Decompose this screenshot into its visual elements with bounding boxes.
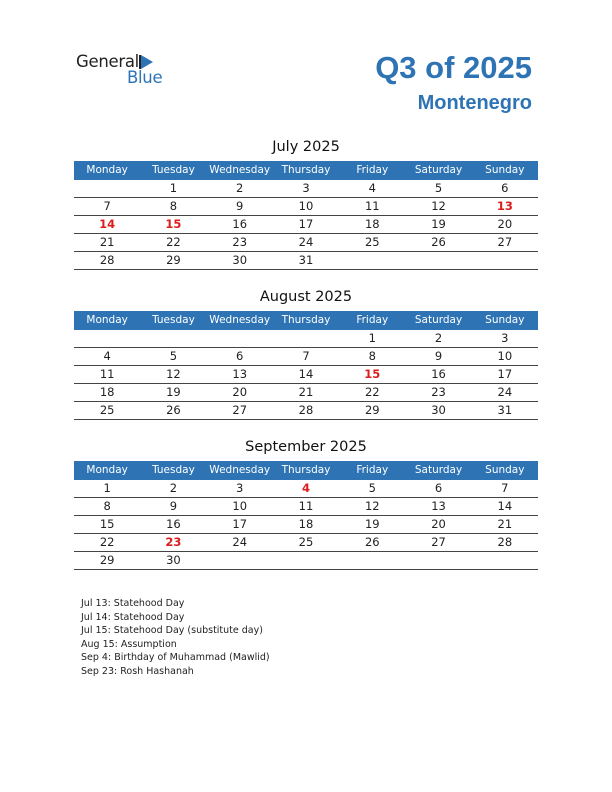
logo xyxy=(76,52,176,88)
empty-day-cell xyxy=(273,330,339,347)
page-title: Q3 of 2025 xyxy=(375,50,532,85)
day-cell: 21 xyxy=(99,235,115,249)
day-cell: 13 xyxy=(232,367,248,381)
empty-day-cell xyxy=(207,552,273,569)
week-row xyxy=(74,534,538,552)
day-cell: 16 xyxy=(431,367,446,381)
holiday-day-cell: 4 xyxy=(301,481,310,495)
day-cell: 4 xyxy=(103,349,111,363)
week-row xyxy=(74,330,538,348)
day-cell: 17 xyxy=(497,367,513,381)
day-cell: 25 xyxy=(99,403,115,417)
day-cell: 19 xyxy=(166,385,181,399)
day-cell: 3 xyxy=(236,481,244,495)
weekday-header: Wednesday xyxy=(209,464,271,476)
day-cell: 11 xyxy=(99,367,115,381)
empty-day-cell xyxy=(472,252,538,269)
weekday-header-row xyxy=(74,161,538,180)
empty-day-cell xyxy=(140,330,206,347)
country-name: Montenegro xyxy=(417,92,532,114)
day-cell: 27 xyxy=(497,235,513,249)
day-cell: 28 xyxy=(497,535,513,549)
day-cell: 20 xyxy=(431,517,446,531)
day-cell: 29 xyxy=(99,553,115,567)
day-cell: 24 xyxy=(232,535,248,549)
day-cell: 12 xyxy=(364,499,380,513)
day-cell: 30 xyxy=(232,253,248,267)
day-cell: 29 xyxy=(364,403,380,417)
empty-day-cell xyxy=(339,252,405,269)
day-cell: 19 xyxy=(431,217,446,231)
day-cell: 23 xyxy=(232,235,248,249)
day-cell: 6 xyxy=(434,481,443,495)
day-cell: 9 xyxy=(236,199,244,213)
day-cell: 6 xyxy=(236,349,244,363)
week-row xyxy=(74,384,538,402)
weekday-header: Sunday xyxy=(485,164,525,176)
day-cell: 8 xyxy=(103,499,111,513)
day-cell: 17 xyxy=(298,217,314,231)
weekday-header: Wednesday xyxy=(209,314,271,326)
holiday-note: Jul 14: Statehood Day xyxy=(81,611,185,623)
day-cell: 9 xyxy=(434,349,443,363)
weekday-header-row xyxy=(74,461,538,480)
week-row xyxy=(74,366,538,384)
empty-day-cell xyxy=(339,552,405,569)
day-cell: 11 xyxy=(364,199,380,213)
day-cell: 2 xyxy=(169,481,178,495)
weekday-header: Monday xyxy=(86,464,128,476)
day-cell: 24 xyxy=(298,235,314,249)
weekday-header: Friday xyxy=(356,164,389,176)
day-cell: 5 xyxy=(434,181,443,195)
day-cell: 3 xyxy=(302,181,310,195)
day-cell: 7 xyxy=(103,199,111,213)
day-cell: 18 xyxy=(99,385,115,399)
week-row xyxy=(74,252,538,270)
day-cell: 5 xyxy=(169,349,178,363)
day-cell: 16 xyxy=(232,217,248,231)
weekday-header: Thursday xyxy=(281,164,331,176)
holiday-note: Sep 4: Birthday of Muhammad (Mawlid) xyxy=(81,652,270,664)
day-cell: 31 xyxy=(298,253,314,267)
day-cell: 28 xyxy=(99,253,115,267)
day-cell: 18 xyxy=(364,217,380,231)
weekday-header: Thursday xyxy=(281,314,331,326)
empty-day-cell xyxy=(472,552,538,569)
weekday-header: Wednesday xyxy=(209,164,271,176)
empty-day-cell xyxy=(273,552,339,569)
weekday-header-row xyxy=(74,311,538,330)
week-row xyxy=(74,348,538,366)
day-cell: 24 xyxy=(497,385,513,399)
week-row xyxy=(74,234,538,252)
day-cell: 17 xyxy=(232,517,248,531)
empty-day-cell xyxy=(207,330,273,347)
day-cell: 8 xyxy=(169,199,178,213)
day-cell: 13 xyxy=(431,499,446,513)
logo-text-blue: Blue xyxy=(127,68,163,87)
weekday-header: Tuesday xyxy=(152,464,195,476)
week-row xyxy=(74,180,538,198)
holiday-day-cell: 23 xyxy=(165,535,182,549)
day-cell: 1 xyxy=(169,181,178,195)
weekday-header: Friday xyxy=(356,314,389,326)
day-cell: 3 xyxy=(501,331,509,345)
month-title: July 2025 xyxy=(272,139,340,155)
month-title: August 2025 xyxy=(259,289,353,305)
weekday-header: Sunday xyxy=(485,314,525,326)
holiday-day-cell: 13 xyxy=(496,199,513,213)
day-cell: 27 xyxy=(431,535,446,549)
day-cell: 22 xyxy=(364,385,380,399)
day-cell: 7 xyxy=(302,349,310,363)
day-cell: 21 xyxy=(497,517,513,531)
day-cell: 30 xyxy=(431,403,446,417)
day-cell: 30 xyxy=(166,553,181,567)
day-cell: 27 xyxy=(232,403,248,417)
day-cell: 31 xyxy=(497,403,513,417)
day-cell: 10 xyxy=(298,199,314,213)
weekday-header: Tuesday xyxy=(152,164,195,176)
day-cell: 18 xyxy=(298,517,314,531)
empty-day-cell xyxy=(74,180,140,197)
day-cell: 15 xyxy=(99,517,115,531)
week-row xyxy=(74,498,538,516)
weekday-header: Thursday xyxy=(281,464,331,476)
holiday-note: Aug 15: Assumption xyxy=(81,638,177,650)
holiday-day-cell: 14 xyxy=(99,217,116,231)
week-row xyxy=(74,402,538,420)
day-cell: 8 xyxy=(368,349,376,363)
day-cell: 10 xyxy=(232,499,248,513)
day-cell: 12 xyxy=(431,199,446,213)
day-cell: 23 xyxy=(431,385,446,399)
empty-day-cell xyxy=(74,330,140,347)
holiday-day-cell: 15 xyxy=(364,367,381,381)
day-cell: 20 xyxy=(497,217,513,231)
day-cell: 1 xyxy=(103,481,111,495)
day-cell: 9 xyxy=(169,499,178,513)
day-cell: 28 xyxy=(298,403,314,417)
day-cell: 10 xyxy=(497,349,513,363)
day-cell: 26 xyxy=(166,403,181,417)
weekday-header: Friday xyxy=(356,464,389,476)
day-cell: 19 xyxy=(364,517,380,531)
weekday-header: Tuesday xyxy=(152,314,195,326)
day-cell: 26 xyxy=(364,535,380,549)
day-cell: 2 xyxy=(434,331,443,345)
holiday-note: Jul 15: Statehood Day (substitute day) xyxy=(81,625,263,637)
empty-day-cell xyxy=(405,552,471,569)
day-cell: 4 xyxy=(368,181,376,195)
day-cell: 2 xyxy=(236,181,244,195)
day-cell: 5 xyxy=(368,481,376,495)
weekday-header: Saturday xyxy=(414,314,463,326)
holiday-note: Jul 13: Statehood Day xyxy=(81,598,185,609)
empty-day-cell xyxy=(405,252,471,269)
day-cell: 22 xyxy=(99,535,115,549)
day-cell: 21 xyxy=(298,385,314,399)
day-cell: 20 xyxy=(232,385,248,399)
day-cell: 6 xyxy=(501,181,509,195)
day-cell: 29 xyxy=(166,253,181,267)
weekday-header: Monday xyxy=(86,164,128,176)
weekday-header: Sunday xyxy=(485,464,525,476)
month-september xyxy=(74,436,538,570)
day-cell: 14 xyxy=(298,367,314,381)
day-cell: 25 xyxy=(298,535,314,549)
day-cell: 1 xyxy=(368,331,376,345)
month-title: September 2025 xyxy=(245,439,367,455)
week-row xyxy=(74,198,538,216)
day-cell: 25 xyxy=(364,235,380,249)
day-cell: 12 xyxy=(166,367,181,381)
day-cell: 7 xyxy=(501,481,509,495)
weekday-header: Monday xyxy=(86,314,128,326)
weekday-header: Saturday xyxy=(414,464,463,476)
flag-triangle-icon xyxy=(139,55,153,69)
holiday-note: Sep 23: Rosh Hashanah xyxy=(81,665,194,677)
week-row xyxy=(74,552,538,570)
weekday-header: Saturday xyxy=(414,164,463,176)
day-cell: 22 xyxy=(166,235,181,249)
holiday-day-cell: 15 xyxy=(165,217,182,231)
week-row xyxy=(74,480,538,498)
day-cell: 11 xyxy=(298,499,314,513)
day-cell: 26 xyxy=(431,235,446,249)
week-row xyxy=(74,216,538,234)
month-august xyxy=(74,286,538,420)
week-row xyxy=(74,516,538,534)
month-july xyxy=(74,136,538,270)
logo-text-general: General xyxy=(76,52,139,71)
holiday-list xyxy=(81,597,270,679)
day-cell: 16 xyxy=(166,517,181,531)
day-cell: 14 xyxy=(497,499,513,513)
